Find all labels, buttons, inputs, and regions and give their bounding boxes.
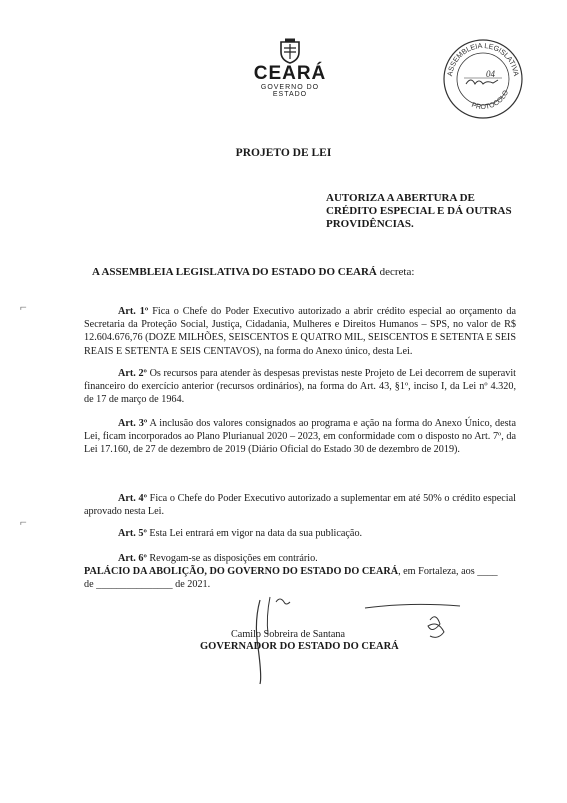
article-label: Art. 1º	[118, 306, 149, 317]
ementa-line: PROVIDÊNCIAS.	[326, 218, 414, 230]
stamp-top-text: ASSEMBLEIA LEGISLATIVA	[445, 40, 521, 77]
article-label: Art. 2º	[118, 368, 147, 379]
stamp-number: 04	[486, 69, 495, 79]
place-date-line	[84, 565, 516, 591]
ementa	[326, 192, 516, 231]
article-text: Esta Lei entrará em vigor na data da sua publicação.	[146, 528, 363, 539]
place-text: , em Fortaleza, aos ____	[398, 566, 498, 577]
article-text: Fica o Chefe do Poder Executivo autorizado a suplementar em até 50% o crédito especial aprovado nesta Lei.	[84, 493, 516, 518]
article-3	[84, 417, 516, 457]
article-text: Revogam-se as disposições em contrário.	[146, 553, 318, 564]
enactment-clause	[92, 266, 414, 278]
state-coat-of-arms-icon	[277, 38, 303, 64]
article-2	[84, 367, 516, 407]
stamp-bottom-text: PROTOCOLO	[470, 89, 511, 112]
state-logo	[250, 38, 330, 98]
signatory-title: GOVERNADOR DO ESTADO DO CEARÁ	[200, 641, 399, 652]
article-label: Art. 5º	[118, 528, 147, 539]
brand-wordmark: CEARÁ	[253, 63, 327, 84]
article-label: Art. 6º	[118, 553, 147, 564]
article-4	[84, 492, 516, 518]
article-text: Fica o Chefe do Poder Executivo autorizado a abrir crédito especial ao orçamento da Secretaria da Proteção Social, Justiça, Cidadania, Mulheres e Direitos Humanos – SPS, no valor de R$ 12.604.676,76 (DOZE MILHÕES, SEISCENTOS E QUATRO MIL, SEISCENTOS E SETENTA E SEIS REAIS E SETENTA E SEIS CENTAVOS), na forma do Anexo único, desta Lei.	[84, 306, 517, 357]
svg-text:PROTOCOLO	[470, 89, 510, 111]
document-title: PROJETO DE LEI	[235, 147, 332, 159]
article-label: Art. 4º	[118, 493, 147, 504]
palace-name: PALÁCIO DA ABOLIÇÃO, DO GOVERNO DO ESTADO DO CEARÁ	[84, 566, 399, 577]
margin-mark: ⌐	[20, 515, 27, 529]
margin-mark: ⌐	[20, 300, 27, 314]
svg-text:ASSEMBLEIA LEGISLATIVA	[445, 41, 521, 77]
enactment-body: A ASSEMBLEIA LEGISLATIVA DO ESTADO DO CEARÁ	[92, 266, 377, 278]
signatory-name: Camilo Sobreira de Santana	[231, 629, 346, 640]
article-text: A inclusão dos valores consignados ao programa e ação na forma do Anexo Único, desta Lei, ficam incorporados ao Plano Plurianual 2020 – 2023, em conformidade com o disposto no Art. 7º, da Lei 17.160, de 27 de dezembro de 2019 (Diário Oficial do Estado 30 de dezembro de 2019).	[84, 418, 516, 456]
ementa-line: AUTORIZA A ABERTURA DE	[326, 192, 475, 204]
article-label: Art. 3º	[118, 418, 148, 429]
protocol-stamp	[442, 38, 524, 120]
date-line: de _______________ de 2021.	[84, 579, 211, 591]
article-1	[84, 305, 516, 358]
article-6	[118, 552, 318, 565]
ementa-line: CRÉDITO ESPECIAL E DÁ OUTRAS	[326, 205, 512, 217]
article-text: Os recursos para atender às despesas previstas neste Projeto de Lei decorrem de superavit financeiro do exercício anterior (recursos ordinários), na forma do Art. 43, §1º, inciso I, da Lei nº 4.320, de 17 de março de 1964.	[84, 368, 516, 406]
enactment-verb: decreta:	[376, 266, 415, 278]
brand-subtitle: GOVERNO DO ESTADO	[260, 84, 320, 98]
article-5	[118, 527, 362, 540]
